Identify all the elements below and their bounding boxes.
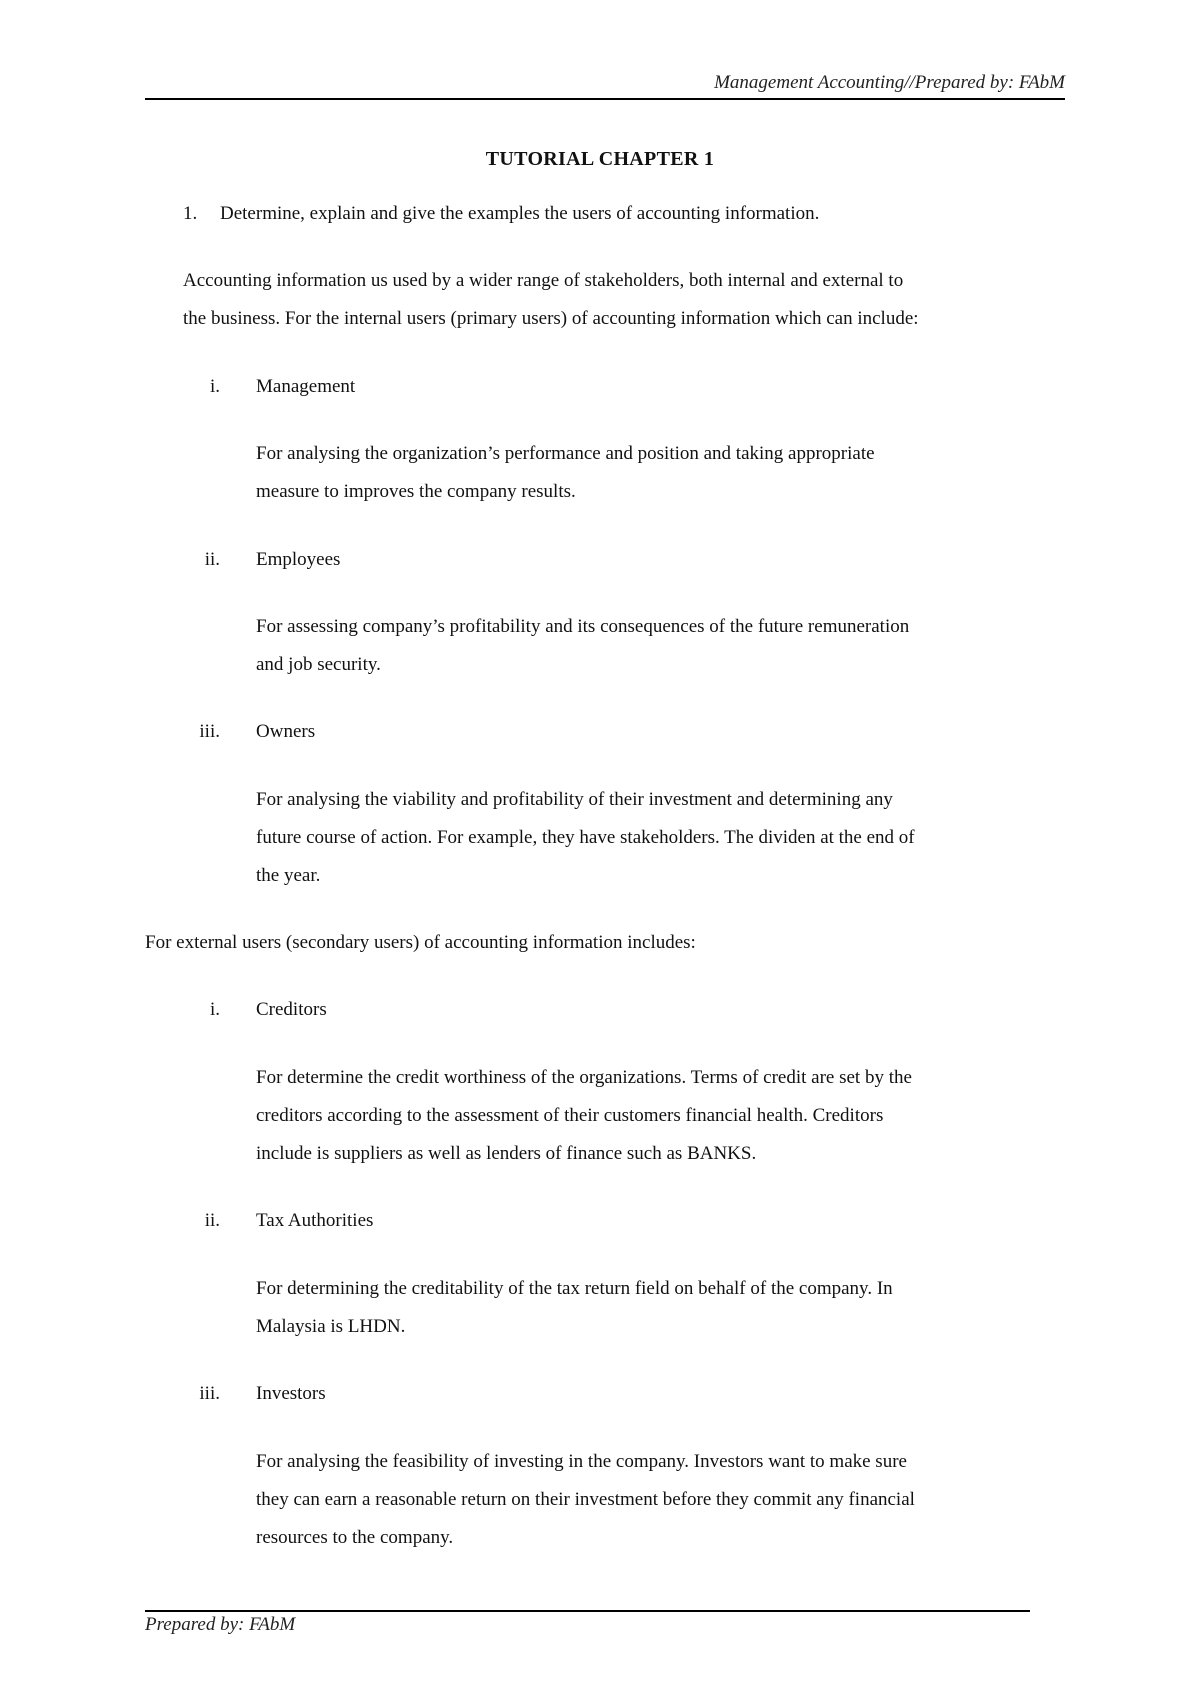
internal-item-3-line-2: future course of action. For example, they have stakeholders. The dividen at the end of [256, 827, 915, 848]
internal-item-2-line-2: and job security. [256, 654, 381, 675]
external-item-1-heading: Creditors [256, 999, 327, 1020]
external-item-1-line-1: For determine the credit worthiness of the organizations. Terms of credit are set by the [256, 1067, 912, 1088]
external-item-3-heading: Investors [256, 1383, 326, 1404]
internal-item-3-line-1: For analysing the viability and profitability of their investment and determining any [256, 789, 893, 810]
external-item-3-numeral: iii. [199, 1383, 220, 1404]
internal-item-3-heading: Owners [256, 721, 316, 742]
question-number: 1. [183, 203, 198, 224]
page-footer: Prepared by: FAbM [145, 1614, 296, 1635]
question-text: Determine, explain and give the examples the users of accounting information. [220, 203, 820, 224]
internal-item-3-line-3: the year. [256, 865, 321, 886]
intro-line-1: Accounting information us used by a wider range of stakeholders, both internal and external to [183, 270, 904, 291]
external-item-3-line-3: resources to the company. [256, 1527, 454, 1548]
internal-item-2-numeral: ii. [204, 549, 220, 570]
header-rule [145, 98, 1065, 100]
external-item-2-numeral: ii. [204, 1210, 220, 1231]
internal-item-1-heading: Management [256, 376, 356, 397]
internal-item-1-line-2: measure to improves the company results. [256, 481, 576, 502]
external-item-1-numeral: i. [209, 999, 220, 1020]
external-intro: For external users (secondary users) of accounting information includes: [145, 932, 696, 953]
external-item-1-line-2: creditors according to the assessment of their customers financial health. Creditors [256, 1105, 884, 1126]
footer-rule [145, 1610, 1030, 1612]
external-item-2-line-2: Malaysia is LHDN. [256, 1316, 406, 1337]
external-item-3-line-1: For analysing the feasibility of investing in the company. Investors want to make sure [256, 1451, 907, 1472]
intro-line-2: the business. For the internal users (primary users) of accounting information which can include: [183, 308, 919, 329]
external-item-2-line-1: For determining the creditability of the tax return field on behalf of the company. In [256, 1278, 893, 1299]
internal-item-1-line-1: For analysing the organization’s performance and position and taking appropriate [256, 443, 875, 464]
external-item-3-line-2: they can earn a reasonable return on their investment before they commit any financial [256, 1489, 915, 1510]
internal-item-3-numeral: iii. [199, 721, 220, 742]
internal-item-1-numeral: i. [209, 376, 220, 397]
external-item-2-heading: Tax Authorities [256, 1210, 374, 1231]
page-title: TUTORIAL CHAPTER 1 [485, 148, 715, 170]
internal-item-2-line-1: For assessing company’s profitability and its consequences of the future remuneration [256, 616, 910, 637]
external-item-1-line-3: include is suppliers as well as lenders of finance such as BANKS. [256, 1143, 757, 1164]
internal-item-2-heading: Employees [256, 549, 341, 570]
page-header: Management Accounting//Prepared by: FAbM [714, 72, 1065, 93]
